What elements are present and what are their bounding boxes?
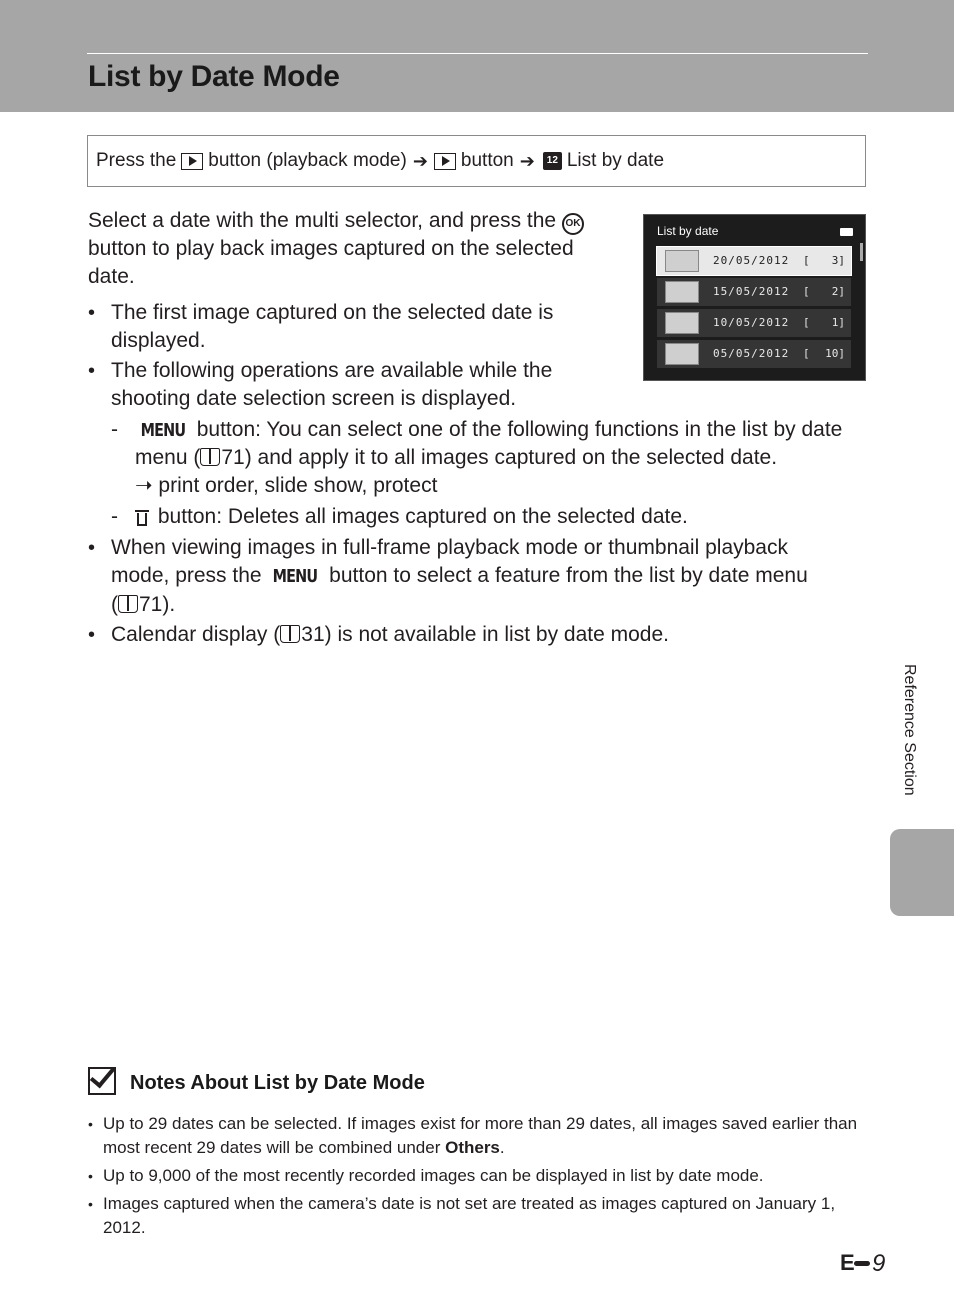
bullet-dot: • bbox=[88, 1196, 93, 1212]
row-count: 2] bbox=[831, 285, 845, 298]
trash-line: button: Deletes all images captured on the selected date. bbox=[157, 505, 688, 528]
bullet-dot: • bbox=[88, 537, 96, 559]
thumbnail-image bbox=[665, 312, 699, 334]
row-date: 05/05/2012 bbox=[713, 347, 790, 360]
date-list-row bbox=[657, 278, 851, 306]
row-bracket: [ bbox=[803, 285, 810, 298]
note-item bbox=[88, 1192, 868, 1240]
nav-button-playback: button (playback mode) bbox=[208, 150, 407, 171]
bullet-dot: • bbox=[88, 1116, 93, 1132]
reference-section-icon bbox=[840, 1254, 870, 1274]
row-count: 1] bbox=[831, 316, 845, 329]
navigation-path-box bbox=[87, 135, 866, 187]
menu-line2-ref: 71) and apply it to all images captured on the selected date. bbox=[221, 446, 778, 469]
nav-button: button bbox=[460, 150, 514, 171]
thumbnail-image bbox=[665, 343, 699, 365]
menu-line2-pre: menu ( bbox=[135, 446, 201, 469]
menu-button-icon: MENU bbox=[273, 566, 318, 587]
intro-paragraph bbox=[88, 207, 608, 291]
bullet3-line3-pre: ( bbox=[111, 593, 118, 616]
date-list-row bbox=[657, 309, 851, 337]
bullet-dot: • bbox=[88, 302, 96, 324]
intro-part2: button to play back images captured on the selected date. bbox=[88, 237, 574, 288]
book-reference-icon bbox=[200, 448, 220, 466]
bullet-item bbox=[88, 299, 588, 355]
note-text: Up to 9,000 of the most recently recorded images can be displayed in list by date mode. bbox=[103, 1166, 764, 1185]
section-side-tab bbox=[890, 829, 954, 916]
trash-icon bbox=[135, 508, 149, 526]
note-item bbox=[88, 1164, 868, 1188]
list-by-date-icon: 12 bbox=[543, 152, 562, 170]
scroll-indicator bbox=[860, 243, 863, 261]
sub-dash: - bbox=[111, 505, 118, 528]
screen-title: List by date bbox=[657, 224, 719, 238]
battery-icon bbox=[840, 228, 853, 236]
bullet3-line3-ref: 71). bbox=[139, 593, 176, 616]
checkmark-icon bbox=[88, 1067, 116, 1095]
right-arrow-icon: ➔ bbox=[519, 150, 535, 171]
bullet-text: The following operations are available while the shooting date selection screen is displayed. bbox=[111, 359, 553, 410]
row-bracket: [ bbox=[803, 316, 810, 329]
menu-button-icon: MENU bbox=[140, 420, 186, 441]
playback-button-icon bbox=[181, 153, 203, 170]
bullet3-line2-post: button to select a feature from the list by date menu bbox=[329, 564, 808, 587]
menu-line3: ➝ print order, slide show, protect bbox=[135, 474, 438, 497]
bullet-item bbox=[88, 357, 588, 413]
note-text: Images captured when the camera’s date is not set are treated as images captured on January 1, 2012. bbox=[103, 1194, 836, 1237]
bullet3-line2-pre: mode, press the bbox=[111, 564, 262, 587]
sub-dash: - bbox=[111, 418, 118, 441]
row-bracket: [ bbox=[803, 254, 810, 267]
bullet-text: The first image captured on the selected date is displayed. bbox=[111, 301, 554, 352]
date-list-row bbox=[657, 340, 851, 368]
bullet-dot: • bbox=[88, 1168, 93, 1184]
bullet-dot: • bbox=[88, 624, 96, 646]
notes-heading-text: Notes About List by Date Mode bbox=[130, 1072, 425, 1094]
bullet4-pre: Calendar display ( bbox=[111, 623, 281, 646]
bullet3-line1: When viewing images in full-frame playback mode or thumbnail playback bbox=[111, 536, 788, 559]
camera-screen-illustration bbox=[643, 214, 866, 381]
notes-heading bbox=[88, 1072, 425, 1095]
row-count: 10] bbox=[825, 347, 845, 360]
note-text: Up to 29 dates can be selected. If images exist for more than 29 dates, all images saved earlier than most recent 29 dates will be combined under bbox=[103, 1114, 858, 1157]
header-band bbox=[0, 0, 954, 112]
bullet-item bbox=[88, 534, 848, 618]
row-date: 20/05/2012 bbox=[713, 254, 790, 267]
thumbnail-image bbox=[665, 250, 699, 272]
nav-list-by-date: List by date bbox=[566, 150, 665, 171]
row-date: 10/05/2012 bbox=[713, 316, 790, 329]
bullet4-ref: 31) is not available in list by date mode. bbox=[301, 623, 669, 646]
row-date: 15/05/2012 bbox=[713, 285, 790, 298]
playback-button-icon bbox=[434, 153, 456, 170]
ok-button-icon: OK bbox=[562, 213, 584, 235]
row-count: 3] bbox=[831, 254, 845, 267]
right-arrow-icon: ➔ bbox=[412, 150, 428, 171]
page-title: List by Date Mode bbox=[88, 60, 340, 93]
page-number-text: 9 bbox=[872, 1250, 886, 1277]
note-after: . bbox=[499, 1138, 505, 1157]
book-reference-icon bbox=[118, 595, 138, 613]
note-item bbox=[88, 1112, 868, 1160]
bullet-dot: • bbox=[88, 360, 96, 382]
thumbnail-image bbox=[665, 281, 699, 303]
page-number bbox=[840, 1250, 885, 1278]
section-side-label: Reference Section bbox=[901, 664, 918, 796]
bullet-item bbox=[88, 621, 848, 649]
date-list-row bbox=[657, 247, 851, 275]
note-bold: Others bbox=[445, 1138, 500, 1157]
book-reference-icon bbox=[280, 625, 300, 643]
menu-line1: button: You can select one of the following functions in the list by date bbox=[196, 418, 843, 441]
nav-press-the: Press the bbox=[96, 150, 177, 171]
intro-part1: Select a date with the multi selector, and press the bbox=[88, 209, 557, 232]
row-bracket: [ bbox=[803, 347, 810, 360]
header-rule bbox=[87, 53, 868, 54]
